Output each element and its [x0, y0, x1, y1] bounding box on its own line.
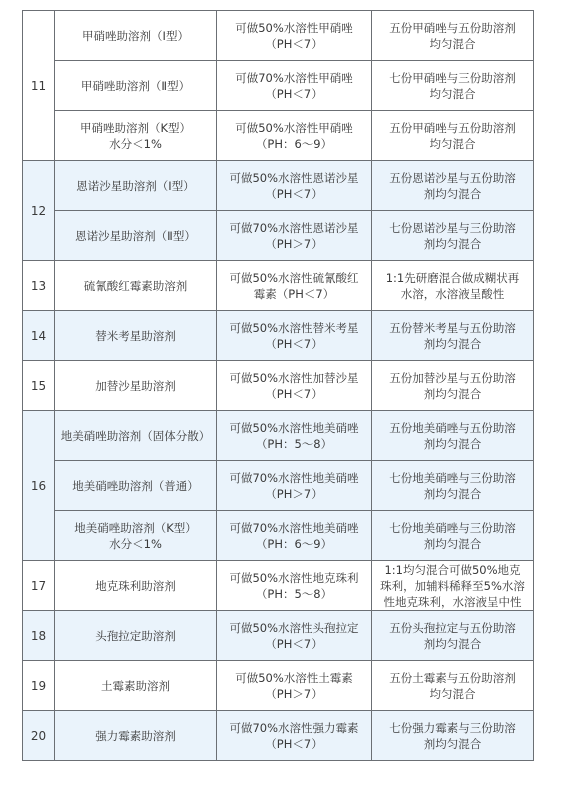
spec-line: 可做70%水溶性强力霉素 — [229, 720, 359, 735]
method-line: 均匀混合 — [429, 136, 476, 151]
row-number-cell: 19 — [23, 661, 55, 711]
table-row — [23, 511, 534, 561]
method-line: 均匀混合 — [429, 86, 476, 101]
spec-line: （PH：5～8） — [255, 436, 333, 451]
product-name-cell — [55, 511, 217, 561]
table-row — [23, 11, 534, 61]
method-line: 剂均匀混合 — [423, 636, 482, 651]
spec-line: 可做50%水溶性头孢拉定 — [229, 620, 359, 635]
spec-cell — [217, 261, 372, 311]
spec-line: 可做70%水溶性地美硝唑 — [229, 520, 359, 535]
method-line: 五份加替沙星与五份助溶 — [389, 370, 516, 385]
method-line: 剂均匀混合 — [423, 386, 482, 401]
spec-line: （PH＞7） — [265, 236, 323, 251]
product-name-line: 水分＜1% — [109, 136, 162, 151]
product-table-wrapper — [22, 10, 534, 761]
row-number-cell: 20 — [23, 711, 55, 761]
method-line: 五份甲硝唑与五份助溶剂 — [389, 120, 516, 135]
method-line: 七份恩诺沙星与三份助溶 — [389, 220, 516, 235]
spec-line: 可做50%水溶性甲硝唑 — [235, 120, 353, 135]
method-line: 剂均匀混合 — [423, 436, 482, 451]
row-number-cell: 14 — [23, 311, 55, 361]
method-cell — [372, 261, 534, 311]
method-line: 五份头孢拉定与五份助溶 — [389, 620, 516, 635]
product-name-cell — [55, 261, 217, 311]
spec-line: （PH：6～9） — [255, 536, 333, 551]
spec-line: 可做70%水溶性地美硝唑 — [229, 470, 359, 485]
method-cell — [372, 511, 534, 561]
product-name-line: 甲硝唑助溶剂（Ⅰ型） — [82, 28, 189, 43]
method-line: 五份恩诺沙星与五份助溶 — [389, 170, 516, 185]
product-name-line: 地克珠利助溶剂 — [95, 578, 176, 593]
method-line: 均匀混合 — [429, 36, 476, 51]
spec-cell — [217, 211, 372, 261]
product-name-cell — [55, 661, 217, 711]
spec-cell — [217, 661, 372, 711]
product-name-line: 甲硝唑助溶剂（K型） — [79, 120, 192, 135]
spec-line: （PH＜7） — [265, 736, 323, 751]
row-number-cell: 13 — [23, 261, 55, 311]
product-name-cell — [55, 711, 217, 761]
method-line: 珠利，加辅料稀释至5%水溶 — [380, 578, 525, 593]
product-name-line: 恩诺沙星助溶剂（Ⅰ型） — [76, 178, 195, 193]
table-body — [23, 11, 534, 761]
spec-line: （PH＞7） — [265, 486, 323, 501]
spec-line: 可做50%水溶性地美硝唑 — [229, 420, 359, 435]
method-line: 性地克珠利，水溶液呈中性 — [383, 594, 522, 609]
spec-line: （PH：5～8） — [255, 586, 333, 601]
method-cell — [372, 311, 534, 361]
method-cell — [372, 661, 534, 711]
spec-line: 可做50%水溶性恩诺沙星 — [229, 170, 359, 185]
spec-cell — [217, 711, 372, 761]
spec-line: 可做50%水溶性土霉素 — [235, 670, 353, 685]
spec-cell — [217, 411, 372, 461]
product-name-cell — [55, 311, 217, 361]
method-line: 五份甲硝唑与五份助溶剂 — [389, 20, 516, 35]
row-number-cell: 11 — [23, 11, 55, 161]
spec-line: （PH＜7） — [265, 336, 323, 351]
table-row — [23, 261, 534, 311]
product-name-cell — [55, 561, 217, 611]
product-name-line: 头孢拉定助溶剂 — [95, 628, 176, 643]
method-line: 七份地美硝唑与三份助溶 — [389, 520, 516, 535]
spec-cell — [217, 161, 372, 211]
method-line: 1:1先研磨混合做成糊状再 — [385, 270, 520, 285]
method-line: 剂均匀混合 — [423, 186, 482, 201]
product-name-line: 地美硝唑助溶剂（普通） — [72, 478, 199, 493]
spec-line: （PH：6～9） — [255, 136, 333, 151]
table-row — [23, 461, 534, 511]
method-line: 五份地美硝唑与五份助溶 — [389, 420, 516, 435]
spec-line: （PH＜7） — [265, 386, 323, 401]
solubilizer-table — [22, 10, 534, 761]
table-row — [23, 411, 534, 461]
spec-line: 可做70%水溶性恩诺沙星 — [229, 220, 359, 235]
table-row — [23, 661, 534, 711]
row-number-cell: 12 — [23, 161, 55, 261]
method-cell — [372, 61, 534, 111]
table-row — [23, 611, 534, 661]
product-name-cell — [55, 211, 217, 261]
product-name-line: 土霉素助溶剂 — [101, 678, 170, 693]
spec-cell — [217, 611, 372, 661]
spec-cell — [217, 311, 372, 361]
spec-line: 可做70%水溶性甲硝唑 — [235, 70, 353, 85]
spec-line: 可做50%水溶性地克珠利 — [229, 570, 359, 585]
spec-line: 可做50%水溶性替米考星 — [229, 320, 359, 335]
method-line: 剂均匀混合 — [423, 736, 482, 751]
method-cell — [372, 711, 534, 761]
method-line: 五份土霉素与五份助溶剂 — [389, 670, 516, 685]
product-name-line: 地美硝唑助溶剂（固体分散） — [60, 428, 211, 443]
product-name-cell — [55, 361, 217, 411]
product-name-cell — [55, 161, 217, 211]
method-cell — [372, 111, 534, 161]
spec-cell — [217, 361, 372, 411]
product-name-cell — [55, 61, 217, 111]
method-line: 水溶，水溶液呈酸性 — [400, 286, 505, 301]
method-cell — [372, 461, 534, 511]
product-name-line: 水分＜1% — [109, 536, 162, 551]
spec-cell — [217, 111, 372, 161]
product-name-line: 硫氰酸红霉素助溶剂 — [83, 278, 188, 293]
table-row — [23, 161, 534, 211]
method-cell — [372, 561, 534, 611]
spec-line: 可做50%水溶性甲硝唑 — [235, 20, 353, 35]
row-number-cell: 15 — [23, 361, 55, 411]
spec-line: 可做50%水溶性硫氰酸红 — [229, 270, 359, 285]
method-line: 五份替米考星与五份助溶 — [389, 320, 516, 335]
product-name-line: 甲硝唑助溶剂（Ⅱ型） — [80, 78, 191, 93]
table-row — [23, 111, 534, 161]
spec-cell — [217, 561, 372, 611]
spec-line: （PH＜7） — [265, 186, 323, 201]
method-cell — [372, 361, 534, 411]
method-line: 1:1均匀混合可做50%地克 — [384, 562, 521, 577]
method-cell — [372, 611, 534, 661]
spec-cell — [217, 511, 372, 561]
row-number-cell: 16 — [23, 411, 55, 561]
method-line: 七份强力霉素与三份助溶 — [389, 720, 516, 735]
product-name-line: 地美硝唑助溶剂（K型） — [74, 520, 197, 535]
product-name-line: 替米考星助溶剂 — [95, 328, 176, 343]
product-name-cell — [55, 111, 217, 161]
product-name-cell — [55, 611, 217, 661]
product-name-cell — [55, 411, 217, 461]
method-line: 剂均匀混合 — [423, 536, 482, 551]
method-line: 剂均匀混合 — [423, 486, 482, 501]
method-line: 七份地美硝唑与三份助溶 — [389, 470, 516, 485]
product-name-line: 加替沙星助溶剂 — [95, 378, 176, 393]
row-number-cell: 17 — [23, 561, 55, 611]
method-cell — [372, 411, 534, 461]
table-row — [23, 311, 534, 361]
spec-line: （PH＜7） — [265, 36, 323, 51]
table-row — [23, 361, 534, 411]
row-number-cell: 18 — [23, 611, 55, 661]
spec-cell — [217, 61, 372, 111]
method-line: 均匀混合 — [429, 686, 476, 701]
spec-line: （PH＜7） — [265, 86, 323, 101]
product-name-cell — [55, 461, 217, 511]
table-row — [23, 211, 534, 261]
table-row — [23, 61, 534, 111]
product-name-line: 强力霉素助溶剂 — [95, 728, 176, 743]
method-line: 剂均匀混合 — [423, 236, 482, 251]
product-name-cell — [55, 11, 217, 61]
spec-cell — [217, 461, 372, 511]
spec-line: （PH＜7） — [265, 636, 323, 651]
method-cell — [372, 11, 534, 61]
product-name-line: 恩诺沙星助溶剂（Ⅱ型） — [75, 228, 196, 243]
method-line: 七份甲硝唑与三份助溶剂 — [389, 70, 516, 85]
method-cell — [372, 211, 534, 261]
spec-line: 可做50%水溶性加替沙星 — [229, 370, 359, 385]
table-row — [23, 561, 534, 611]
spec-line: 霉素（PH＜7） — [253, 286, 335, 301]
spec-cell — [217, 11, 372, 61]
method-cell — [372, 161, 534, 211]
table-row — [23, 711, 534, 761]
method-line: 剂均匀混合 — [423, 336, 482, 351]
spec-line: （PH＞7） — [265, 686, 323, 701]
